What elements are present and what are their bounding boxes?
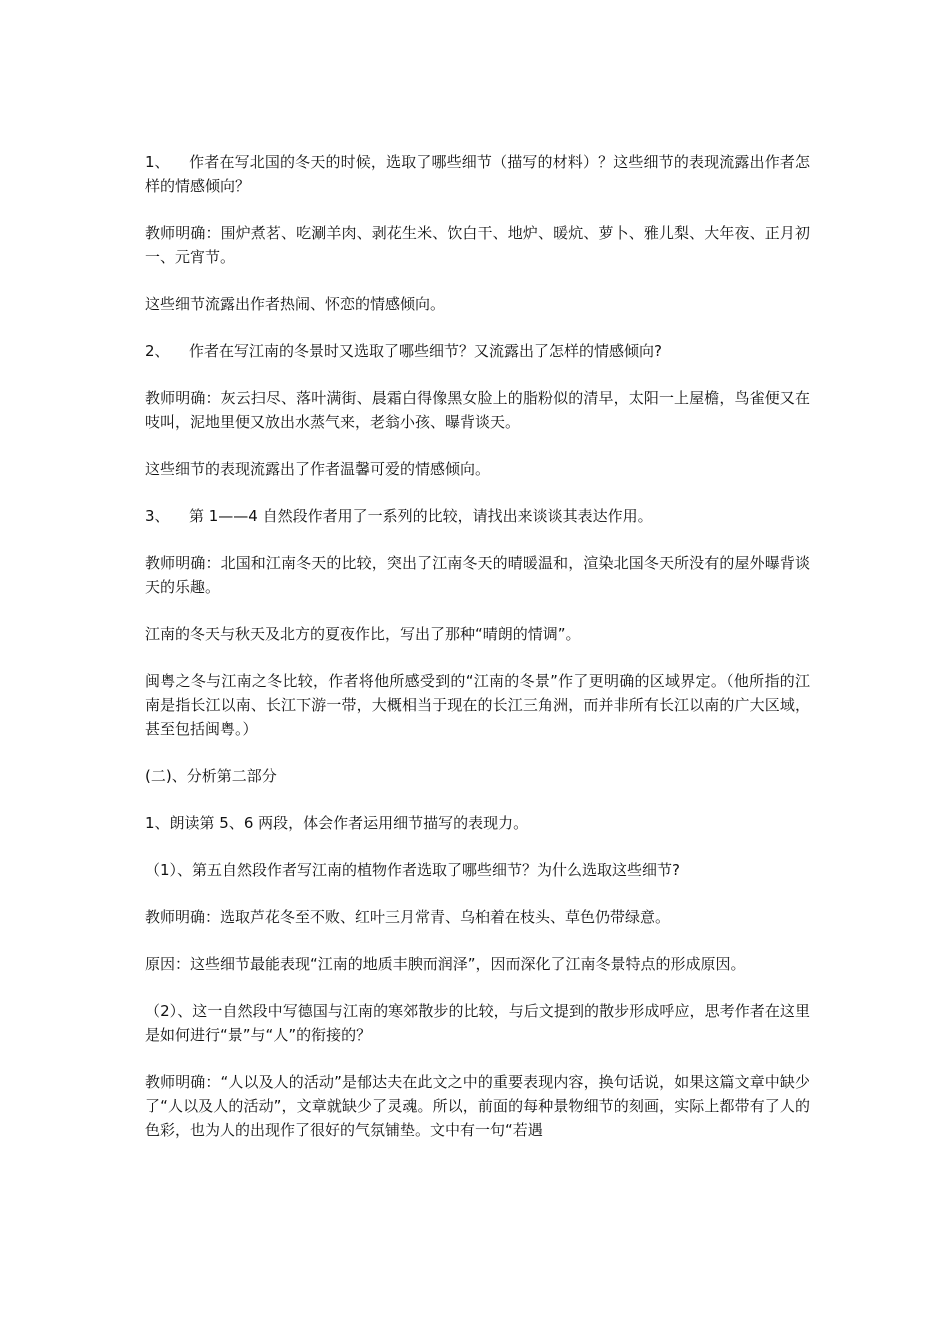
body-paragraph: 江南的冬天与秋天及北方的夏夜作比，写出了那种“晴朗的情调”。 bbox=[145, 625, 581, 643]
body-paragraph: 这些细节流露出作者热闹、怀恋的情感倾向。 bbox=[145, 295, 446, 313]
answer-paragraph: 教师明确：围炉煮茗、吃涮羊肉、剥花生米、饮白干、地炉、暖炕、萝卜、雅儿梨、大年夜、正月初一、元宵节。 bbox=[145, 224, 810, 266]
sub-question: （1）、第五自然段作者写江南的植物作者选取了哪些细节？为什么选取这些细节? bbox=[145, 861, 681, 879]
body-paragraph: 原因：这些细节最能表现“江南的地质丰腴而润泽”，因而深化了江南冬景特点的形成原因。 bbox=[145, 955, 746, 973]
question-1 bbox=[145, 150, 810, 198]
sub-question: （2）、这一自然段中写德国与江南的寒郊散步的比较，与后文提到的散步形成呼应，思考作者在这里是如何进行“景”与“人”的衔接的？ bbox=[145, 1002, 810, 1044]
question-number: 2、 bbox=[145, 342, 170, 360]
document-page bbox=[145, 150, 810, 1165]
question-text: 作者在写江南的冬景时又选取了哪些细节？又流露出了怎样的情感倾向? bbox=[189, 342, 662, 360]
body-paragraph: 闽粤之冬与江南之冬比较，作者将他所感受到的“江南的冬景”作了更明确的区域界定。（他所指的江南是指长江以南、长江下游一带，大概相当于现在的长江三角洲，而并非所有长江以南的广大区域，甚至包括闽粤。） bbox=[145, 672, 810, 738]
body-paragraph: 1、朗读第 5、6 两段，体会作者运用细节描写的表现力。 bbox=[145, 814, 529, 832]
question-text: 第 1——4 自然段作者用了一系列的比较，请找出来谈谈其表达作用。 bbox=[189, 507, 653, 525]
answer-paragraph: 教师明确：选取芦花冬至不败、红叶三月常青、乌桕着在枝头、草色仍带绿意。 bbox=[145, 908, 671, 926]
answer-paragraph: 教师明确：“人以及人的活动”是郁达夫在此文之中的重要表现内容，换句话说，如果这篇文章中缺少了“人以及人的活动”，文章就缺少了灵魂。所以，前面的每种景物细节的刻画，实际上都带有了人的色彩，也为人的出现作了很好的气氛铺垫。文中有一句“若遇 bbox=[145, 1073, 810, 1139]
question-number: 3、 bbox=[145, 507, 170, 525]
question-number: 1、 bbox=[145, 153, 170, 171]
body-paragraph: 这些细节的表现流露出了作者温馨可爱的情感倾向。 bbox=[145, 460, 491, 478]
question-3 bbox=[145, 504, 810, 528]
section-heading: (二)、分析第二部分 bbox=[145, 767, 277, 785]
question-text: 作者在写北国的冬天的时候，选取了哪些细节（描写的材料）？这些细节的表现流露出作者怎样的情感倾向？ bbox=[145, 153, 810, 195]
answer-paragraph: 教师明确：北国和江南冬天的比较，突出了江南冬天的晴暖温和，渲染北国冬天所没有的屋外曝背谈天的乐趣。 bbox=[145, 554, 810, 596]
answer-paragraph: 教师明确：灰云扫尽、落叶满街、晨霜白得像黑女脸上的脂粉似的清早，太阳一上屋檐，鸟雀便又在吱叫，泥地里便又放出水蒸气来，老翁小孩、曝背谈天。 bbox=[145, 389, 810, 431]
question-2 bbox=[145, 339, 810, 363]
